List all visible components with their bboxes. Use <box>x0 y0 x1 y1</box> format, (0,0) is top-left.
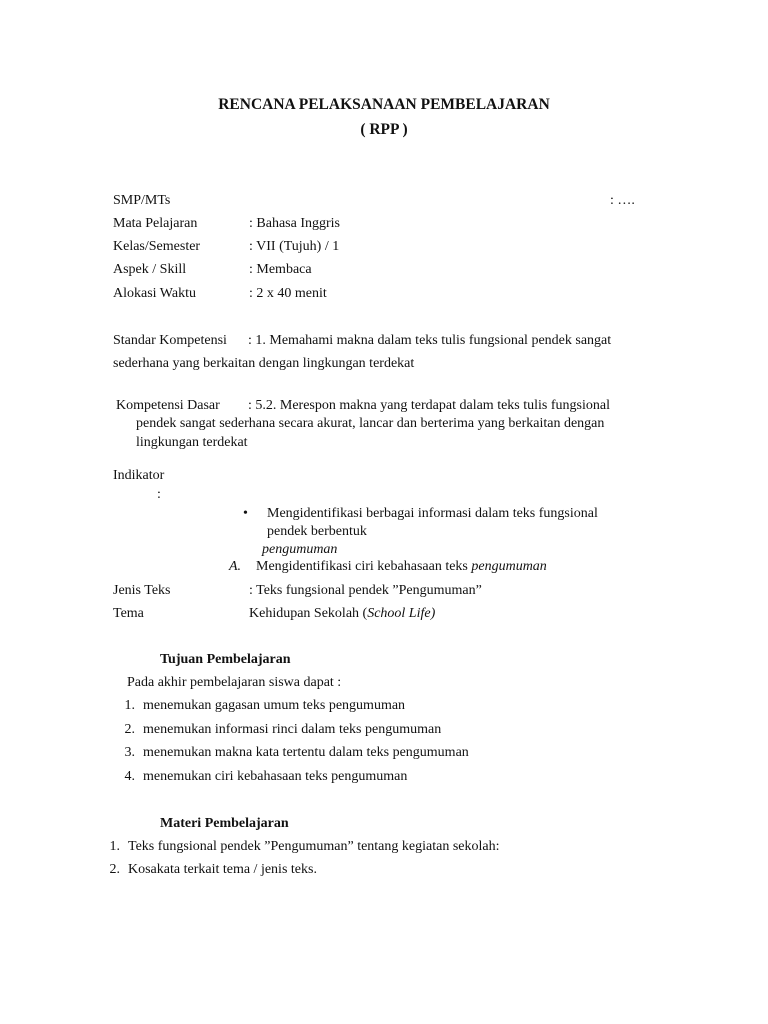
tema-label: Tema <box>113 606 144 621</box>
document-title: RENCANA PELAKSANAAN PEMBELAJARAN <box>218 96 550 113</box>
school-value: : …. <box>610 193 635 208</box>
kompetensi-text-line2: pendek sangat sederhana secara akurat, lancar dan berterima yang berkaitan dengan <box>136 416 605 431</box>
materi-item <box>98 862 317 879</box>
kompetensi-text-line3: lingkungan terdekat <box>136 435 248 450</box>
materi-item-text: Kosakata terkait tema / jenis teks. <box>128 862 317 877</box>
tujuan-item-text: menemukan ciri kebahasaan teks pengumuman <box>143 769 408 784</box>
school-label: SMP/MTs <box>113 193 171 208</box>
class-label: Kelas/Semester <box>113 239 201 254</box>
indikator-item-a-italic: pengumuman <box>471 559 547 574</box>
tujuan-item <box>113 745 469 762</box>
tema-value-prefix: Kehidupan Sekolah ( <box>249 606 368 621</box>
indikator-bullet-line2: pendek berbentuk <box>267 524 367 539</box>
time-label: Alokasi Waktu <box>113 286 196 301</box>
jenis-label: Jenis Teks <box>113 583 171 598</box>
tujuan-item-text: menemukan informasi rinci dalam teks pengumuman <box>143 722 442 737</box>
indikator-bullet-line3: pengumuman <box>262 542 338 557</box>
kompetensi-text-line1: : 5.2. Merespon makna yang terdapat dalam teks tulis fungsional <box>248 398 610 413</box>
materi-heading: Materi Pembelajaran <box>160 816 289 831</box>
skill-label: Aspek / Skill <box>113 262 187 277</box>
kompetensi-label: Kompetensi Dasar <box>116 398 220 413</box>
time-value: : 2 x 40 menit <box>249 286 327 301</box>
subject-value: : Bahasa Inggris <box>249 216 340 231</box>
tujuan-item-num: 1. <box>124 698 135 713</box>
materi-item <box>98 839 499 856</box>
indikator-item-a-text: Mengidentifikasi ciri kebahasaan teks <box>256 559 472 574</box>
tujuan-item <box>113 722 441 739</box>
skill-value: : Membaca <box>249 262 312 277</box>
tujuan-item-text: menemukan makna kata tertentu dalam teks pengumuman <box>143 745 469 760</box>
materi-item-text: Teks fungsional pendek ”Pengumuman” tentang kegiatan sekolah: <box>128 839 500 854</box>
document-subtitle: ( RPP ) <box>360 121 408 138</box>
materi-item-num: 1. <box>109 839 120 854</box>
indikator-bullet-line1: Mengidentifikasi berbagai informasi dalam teks fungsional <box>267 506 598 521</box>
materi-item-num: 2. <box>109 862 120 877</box>
indikator-item-a-marker: A. <box>229 559 242 574</box>
subject-label: Mata Pelajaran <box>113 216 198 231</box>
standar-text-line2: sederhana yang berkaitan dengan lingkungan terdekat <box>113 356 415 371</box>
tujuan-heading: Tujuan Pembelajaran <box>160 652 291 667</box>
tujuan-item <box>113 769 407 786</box>
tujuan-item-text: menemukan gagasan umum teks pengumuman <box>143 698 406 713</box>
indikator-item-a <box>256 559 547 576</box>
tujuan-intro: Pada akhir pembelajaran siswa dapat : <box>127 675 342 690</box>
standar-label: Standar Kompetensi <box>113 333 227 348</box>
tujuan-item-num: 3. <box>124 745 135 760</box>
standar-text-line1: : 1. Memahami makna dalam teks tulis fungsional pendek sangat <box>248 333 612 348</box>
indikator-label: Indikator <box>113 468 165 483</box>
jenis-value: : Teks fungsional pendek ”Pengumuman” <box>249 583 482 598</box>
tujuan-item-num: 2. <box>124 722 135 737</box>
tema-value <box>249 606 435 623</box>
tema-value-italic: School Life) <box>367 606 436 621</box>
tujuan-item-num: 4. <box>124 769 135 784</box>
indikator-colon: : <box>157 487 161 502</box>
tujuan-item <box>113 698 405 715</box>
indikator-bullet: • <box>243 506 248 521</box>
class-value: : VII (Tujuh) / 1 <box>249 239 340 254</box>
